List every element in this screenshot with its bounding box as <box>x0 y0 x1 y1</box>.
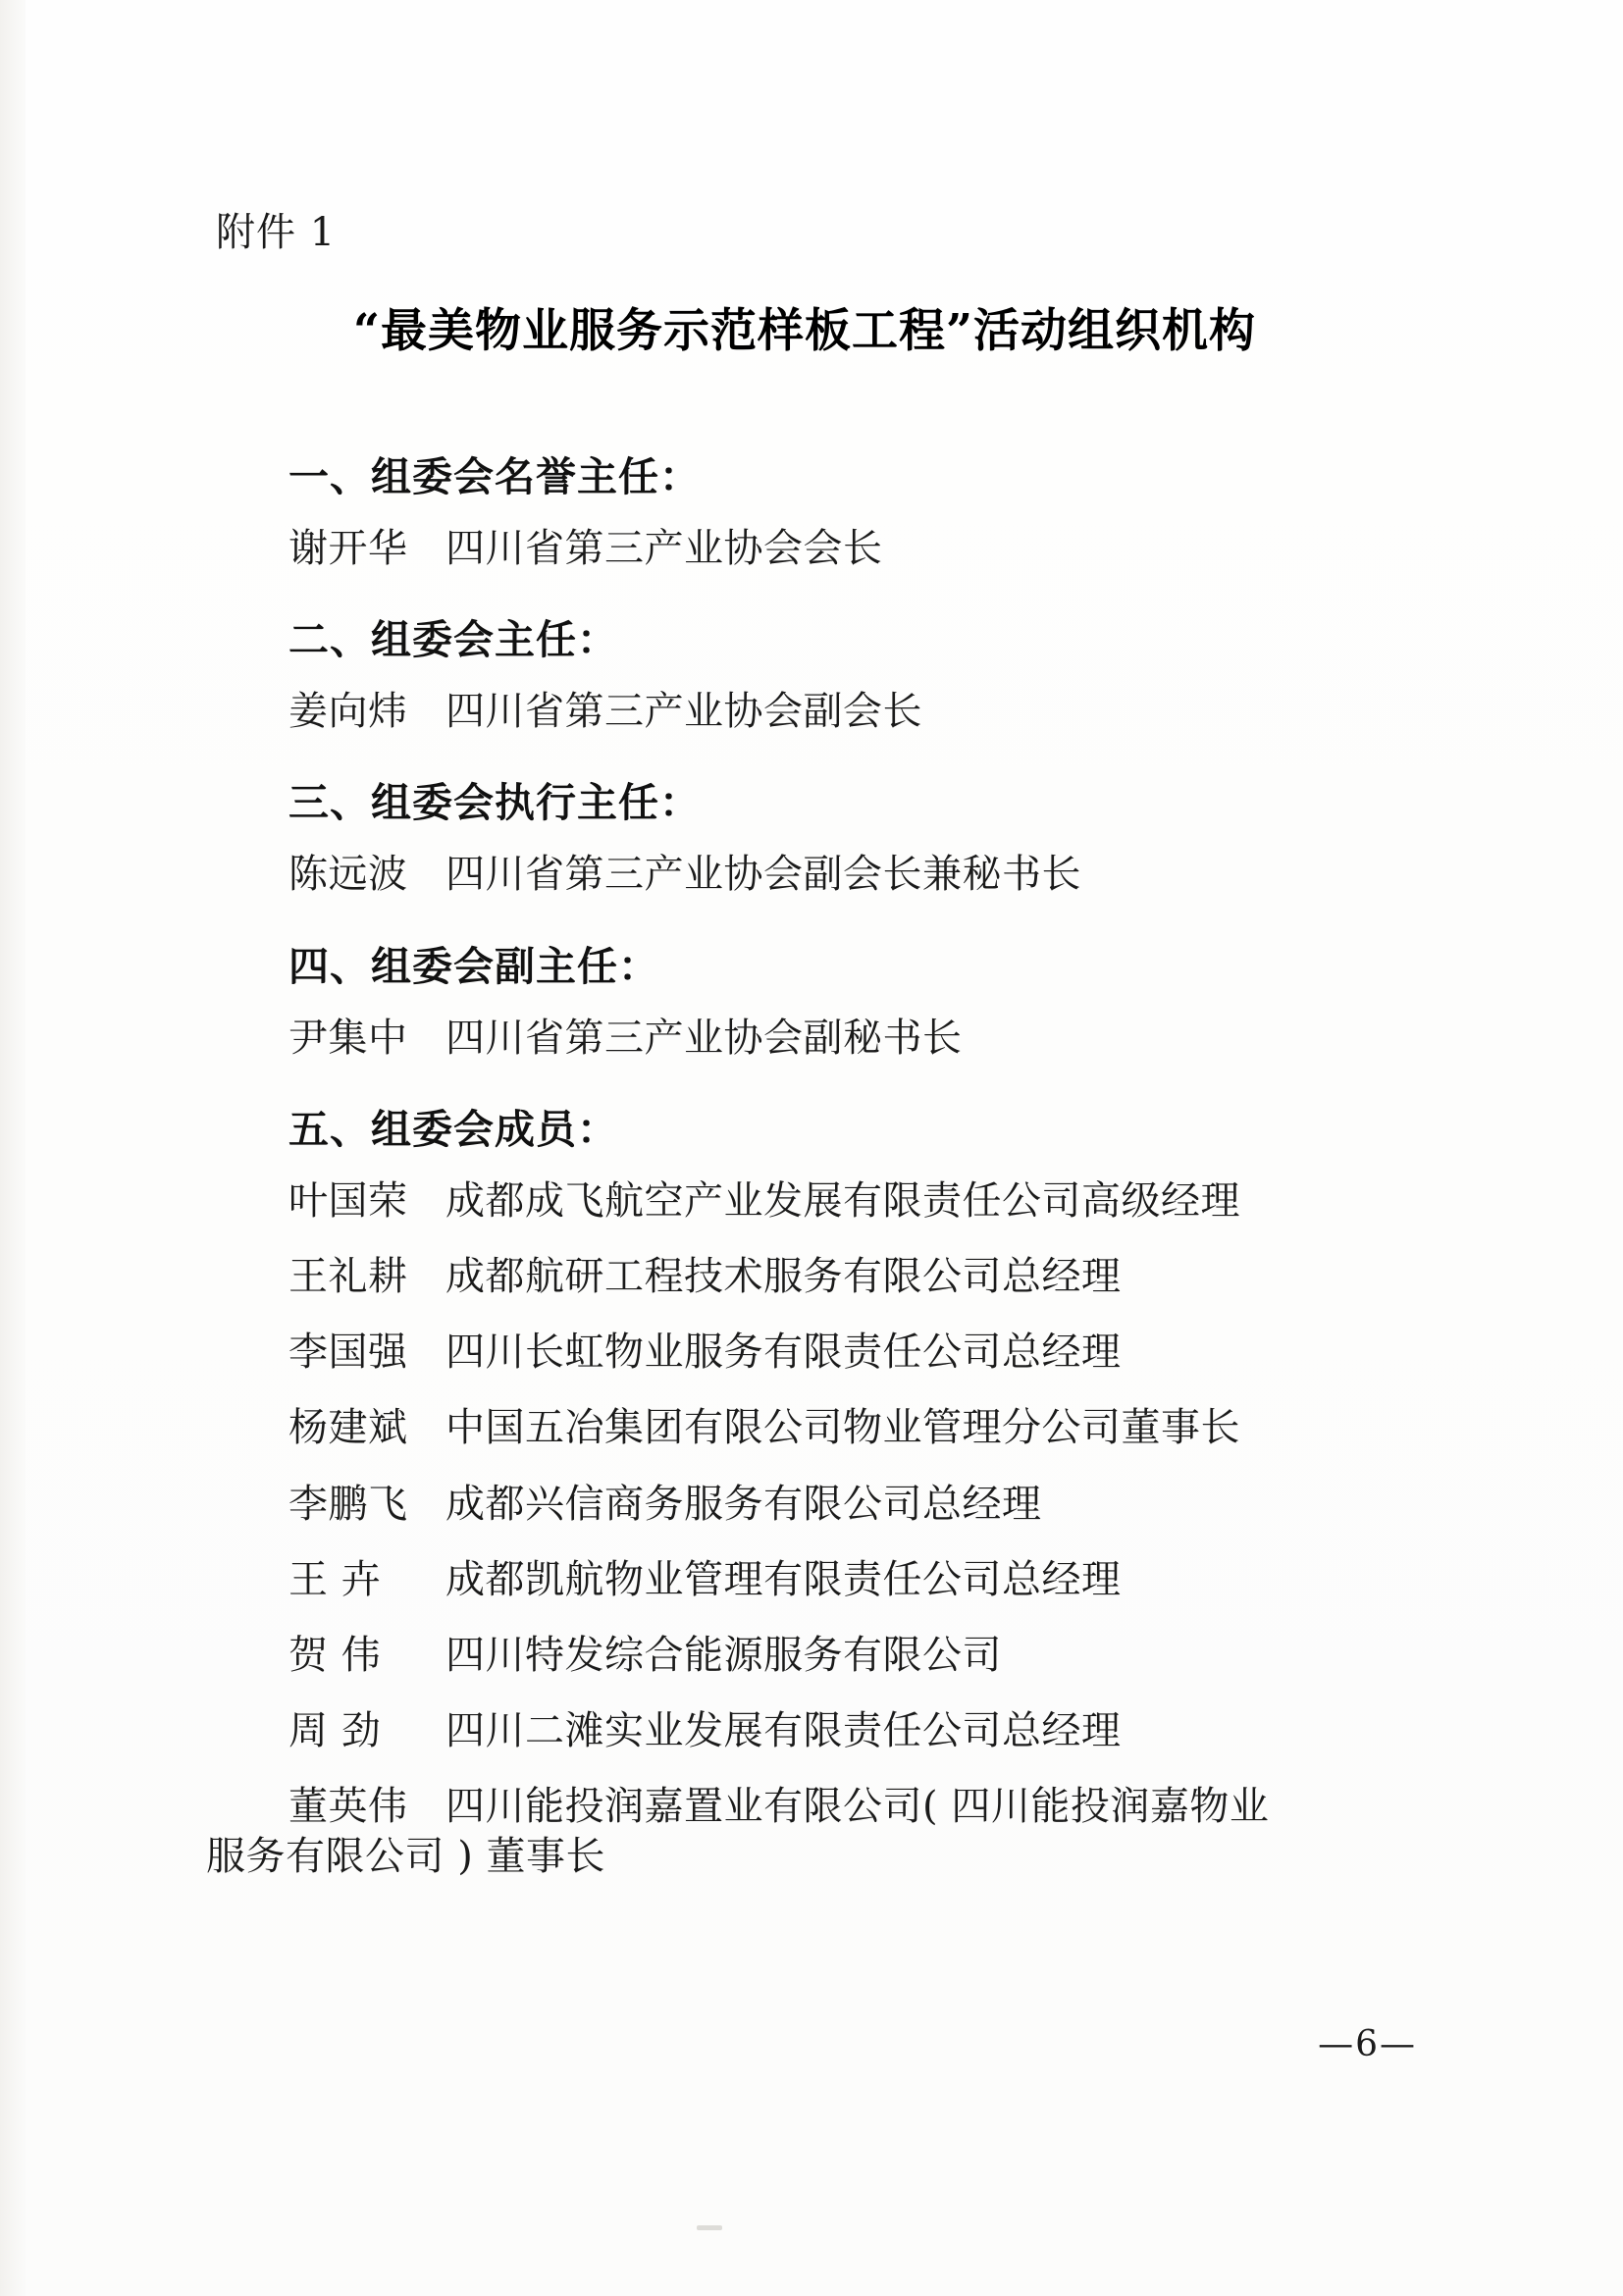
person-entry <box>206 524 1423 574</box>
person-entry <box>206 1328 1423 1378</box>
person-name: 叶国荣 <box>288 1177 408 1224</box>
person-name: 周 劲 <box>288 1708 382 1754</box>
person-entry <box>206 1480 1423 1530</box>
person-title: 四川特发综合能源服务有限公司 <box>445 1632 1002 1678</box>
person-name: 王 卉 <box>288 1556 382 1602</box>
person-title: 四川省第三产业协会会长 <box>445 526 883 571</box>
person-title: 四川二滩实业发展有限责任公司总经理 <box>445 1708 1122 1754</box>
person-name: 王礼耕 <box>288 1253 408 1299</box>
page-edge-shadow <box>0 0 26 2296</box>
person-entry <box>206 1252 1423 1302</box>
person-name: 李国强 <box>288 1330 408 1376</box>
person-name: 尹集中 <box>288 1015 408 1061</box>
page-number: —6— <box>1318 2024 1417 2064</box>
person-entry <box>206 1706 1423 1756</box>
person-name: 贺 伟 <box>288 1632 382 1678</box>
person-title: 四川省第三产业协会副会长 <box>445 689 922 735</box>
scan-artifact <box>697 2225 722 2230</box>
person-entry <box>206 687 1423 737</box>
attachment-label: 附件 1 <box>216 210 337 255</box>
document-body <box>206 201 1423 1916</box>
section-committee-members <box>206 1097 1423 1883</box>
person-title: 中国五冶集团有限公司物业管理分公司董事长 <box>445 1405 1240 1451</box>
person-title-continuation: 服务有限公司 ) 董事长 <box>206 1834 606 1880</box>
person-title: 成都凯航物业管理有限责任公司总经理 <box>445 1556 1122 1602</box>
section-heading: 三、组委会执行主任： <box>288 779 701 827</box>
person-title: 成都成飞航空产业发展有限责任公司高级经理 <box>445 1177 1240 1224</box>
person-title: 四川能投润嘉置业有限公司( 四川能投润嘉物业 <box>445 1784 1270 1830</box>
person-title: 四川省第三产业协会副会长兼秘书长 <box>445 852 1081 898</box>
person-name: 李鹏飞 <box>288 1481 408 1527</box>
person-title: 成都兴信商务服务有限公司总经理 <box>445 1481 1042 1527</box>
person-name: 姜向炜 <box>288 689 408 735</box>
person-title: 四川省第三产业协会副秘书长 <box>445 1015 963 1061</box>
page-title: “最美物业服务示范样板工程”活动组织机构 <box>352 304 1257 358</box>
person-entry <box>206 1555 1423 1605</box>
section-heading: 一、组委会名誉主任： <box>288 453 701 500</box>
person-entry <box>206 1014 1423 1064</box>
section-honorary-director <box>206 444 1423 574</box>
person-name: 董英伟 <box>288 1784 408 1830</box>
person-entry <box>206 1631 1423 1681</box>
person-name: 杨建斌 <box>288 1405 408 1451</box>
section-deputy-director <box>206 934 1423 1064</box>
section-executive-director <box>206 770 1423 900</box>
person-entry <box>206 1403 1423 1453</box>
person-entry <box>206 1176 1423 1226</box>
person-title: 成都航研工程技术服务有限公司总经理 <box>445 1253 1122 1299</box>
person-name: 谢开华 <box>288 526 408 571</box>
person-entry <box>206 850 1423 900</box>
person-name: 陈远波 <box>288 852 408 898</box>
person-entry <box>206 1782 1423 1882</box>
section-heading: 四、组委会副主任： <box>288 942 659 990</box>
section-heading: 二、组委会主任： <box>288 616 618 664</box>
section-heading: 五、组委会成员： <box>288 1105 618 1153</box>
person-title: 四川长虹物业服务有限责任公司总经理 <box>445 1330 1122 1376</box>
section-director <box>206 607 1423 737</box>
